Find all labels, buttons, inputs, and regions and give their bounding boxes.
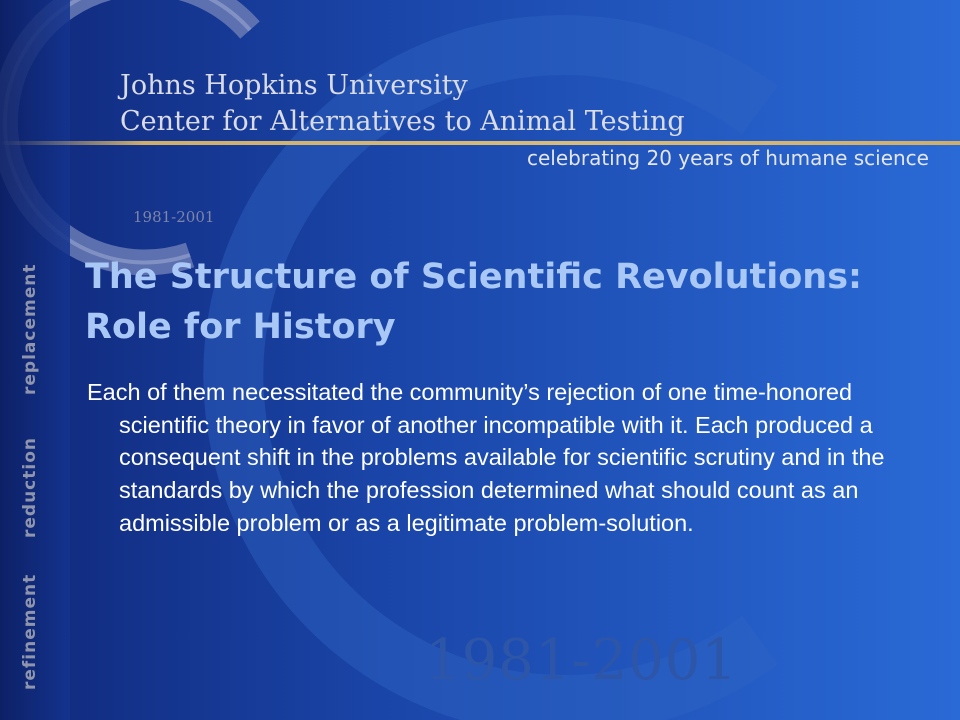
gold-rule xyxy=(0,141,960,145)
slide-title: The Structure of Scientific Revolutions: Role for History xyxy=(85,257,863,347)
center-name: Center for Alternatives to Animal Testing xyxy=(120,106,685,137)
sidebar-word-replacement: replacement xyxy=(20,263,40,395)
sidebar-word-refinement: refinement xyxy=(20,573,40,690)
logo-years: 1981-2001 xyxy=(133,208,215,226)
watermark-years: 1981-2001 xyxy=(425,628,738,693)
slide-body: Each of them necessitated the community’s rejection of one time-honored scientific theory in favor of another incompatible with it. Each produced a consequent shift in the problems available for scientific scrutiny and in the standards by which the profession determined what should count as an admissible problem or as a legitimate problem-solution. xyxy=(87,379,885,536)
sidebar-word-reduction: reduction xyxy=(20,437,40,538)
tagline: celebrating 20 years of humane science xyxy=(527,146,929,170)
university-name: Johns Hopkins University xyxy=(120,70,468,101)
